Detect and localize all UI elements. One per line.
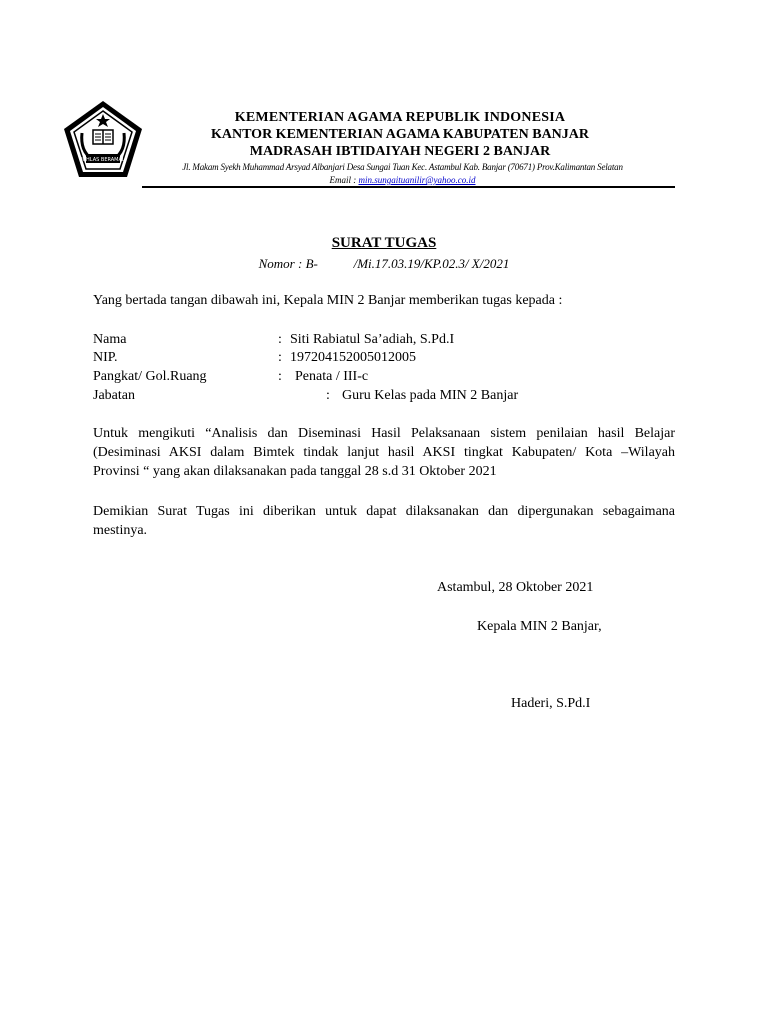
header-ministry: KEMENTERIAN AGAMA REPUBLIK INDONESIA xyxy=(234,110,566,125)
field-label-jabatan: Jabatan xyxy=(93,388,135,403)
header-office: KANTOR KEMENTERIAN AGAMA KABUPATEN BANJAR xyxy=(210,127,590,142)
closing-paragraph-line-2: mestinya. xyxy=(93,523,148,538)
email-link[interactable]: min.sungaituanilir@yahoo.co.id xyxy=(358,175,476,185)
svg-text:IKHLAS BERAMAL: IKHLAS BERAMAL xyxy=(81,157,125,163)
header-address: Jl. Makam Syekh Muhammad Arsyad Albanjari Desa Sungai Tuan Kec. Astambul Kab. Banjar (70671) Prov.Kalimantan Selatan xyxy=(182,162,623,172)
letter-number: Nomor : B- /Mi.17.03.19/KP.02.3/ X/2021 xyxy=(258,256,510,271)
header-divider xyxy=(142,186,675,188)
body-paragraph-line-2: (Desiminasi AKSI dalam Bimtek tindak lanjut hasil AKSI tingkat Kabupaten/ Kota –Wilayah xyxy=(93,445,675,460)
header-school: MADRASAH IBTIDAIYAH NEGERI 2 BANJAR xyxy=(249,144,551,159)
field-separator: : xyxy=(326,388,330,403)
field-value-nip: 197204152005012005 xyxy=(290,350,416,365)
letter-title: SURAT TUGAS xyxy=(331,235,437,251)
signer-name: Haderi, S.Pd.I xyxy=(511,696,591,711)
field-label-nip: NIP. xyxy=(93,350,118,365)
body-paragraph-line-3: Provinsi “ yang akan dilaksanakan pada tanggal 28 s.d 31 Oktober 2021 xyxy=(93,464,497,479)
signer-title: Kepala MIN 2 Banjar, xyxy=(477,619,602,634)
body-paragraph-line-1: Untuk mengikuti “Analisis dan Diseminasi Hasil Pelaksanaan sistem penilaian hasil Belajar xyxy=(93,426,675,441)
place-date: Astambul, 28 Oktober 2021 xyxy=(437,580,594,595)
field-label-nama: Nama xyxy=(93,332,127,347)
field-separator: : xyxy=(278,350,282,365)
closing-paragraph-line-1: Demikian Surat Tugas ini diberikan untuk dapat dilaksanakan dan dipergunakan sebagaimana xyxy=(93,504,675,519)
field-value-jabatan: Guru Kelas pada MIN 2 Banjar xyxy=(342,388,519,403)
field-separator: : xyxy=(278,332,282,347)
email-label: Email : xyxy=(329,175,357,185)
field-label-pangkat: Pangkat/ Gol.Ruang xyxy=(93,369,207,384)
field-value-nama: Siti Rabiatul Sa’adiah, S.Pd.I xyxy=(290,332,455,347)
field-value-pangkat: Penata / III-c xyxy=(295,369,369,384)
intro-paragraph: Yang bertada tangan dibawah ini, Kepala MIN 2 Banjar memberikan tugas kepada : xyxy=(93,293,563,308)
header-email-line xyxy=(130,175,675,185)
field-separator: : xyxy=(278,369,282,384)
